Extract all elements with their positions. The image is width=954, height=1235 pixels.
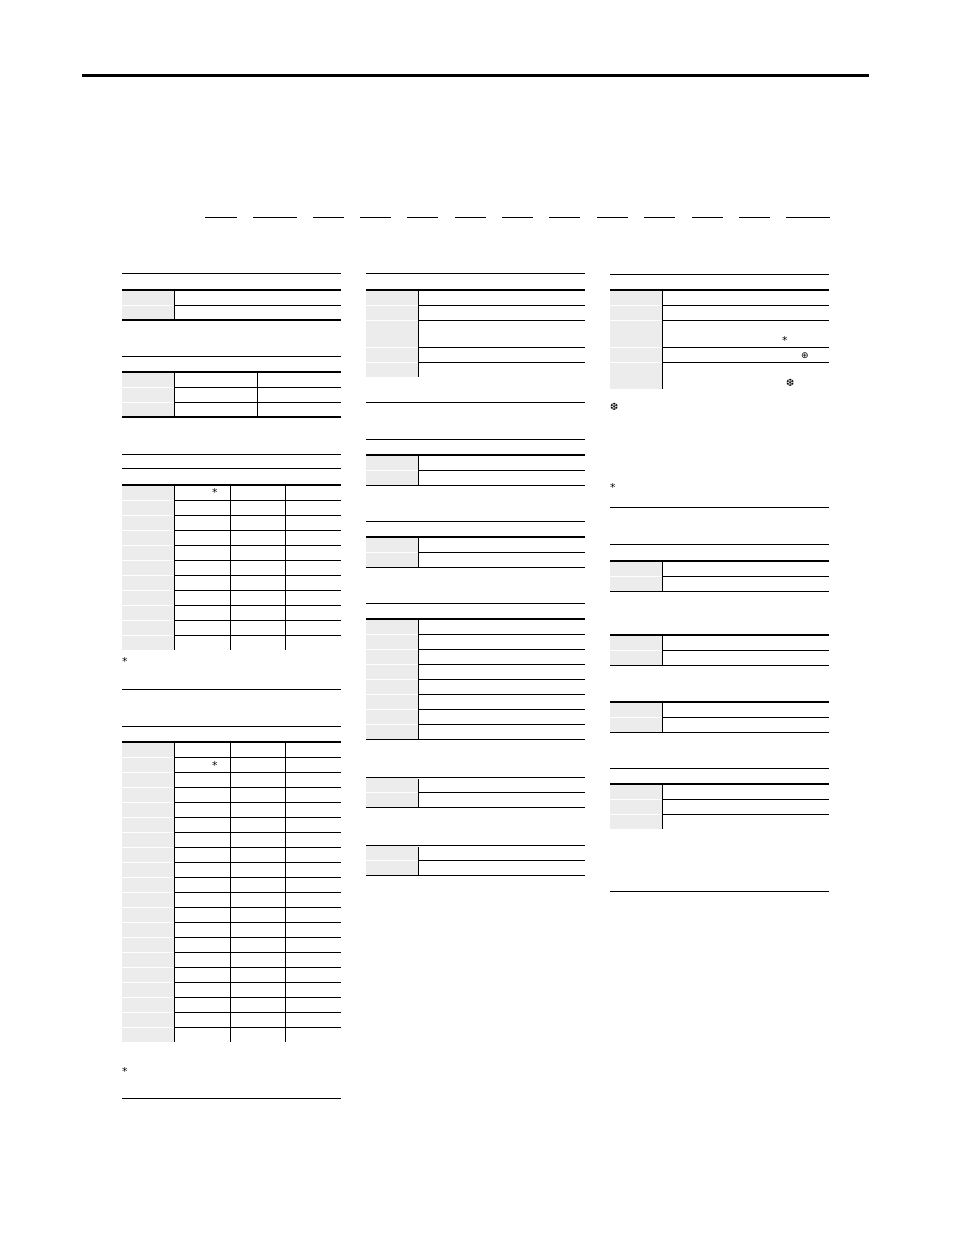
table-row-rule [662,799,829,800]
table-label-cell [122,291,174,305]
table-label-cell [610,785,662,799]
table-label-cell [610,718,662,732]
table-row-rule [662,320,829,321]
table-row-rule [366,875,585,876]
section-rule [122,416,341,417]
section-rule [610,891,829,892]
table-row-rule [366,485,585,486]
asterisk-mark-col3: * [782,334,788,347]
table-label-cell [122,1013,174,1027]
blank-line [739,217,770,218]
table-label-cell [122,833,174,847]
table-label-cell [122,758,174,772]
section-rule [610,507,829,508]
table-row-rule [662,347,829,348]
table-label-cell [366,680,418,694]
blank-line [407,217,438,218]
table-label-cell [366,471,418,485]
table-row-rule [662,650,829,651]
table-row-rule [418,649,585,650]
section-rule [366,603,585,604]
table-col-rule [285,743,286,1042]
table-label-cell [122,516,174,530]
table-row-rule [418,860,585,861]
table-label-cell [122,403,174,417]
table-row-rule [418,552,585,553]
table-label-cell [122,938,174,952]
table-row-rule [174,575,341,576]
table-label-cell [122,863,174,877]
table-row-rule [174,620,341,621]
table-row-rule [662,814,829,815]
table-col-rule [418,291,419,377]
table-label-cell [610,636,662,650]
blank-line [692,217,723,218]
table-row-rule [174,847,341,848]
asterisk-mark-table3: * [212,486,218,499]
table-row-rule [122,417,341,418]
section-rule [366,521,585,522]
table-col-rule [418,847,419,875]
table-row-rule [174,545,341,546]
table-col-rule [174,373,175,417]
table-row-rule [174,772,341,773]
table-row-rule [418,362,585,363]
table-label-cell [610,651,662,665]
blank-line [313,217,344,218]
table-row-rule [418,320,585,321]
table-label-cell [366,306,418,320]
table-label-cell [122,1028,174,1042]
table-label-cell [122,561,174,575]
blank-line [360,217,391,218]
table-label-cell [122,923,174,937]
table-col-rule [662,562,663,591]
section-rule [366,402,585,403]
header-rule [82,74,869,77]
table-row-rule [174,305,341,306]
table-label-cell [366,793,418,807]
table-label-cell [610,321,662,347]
section-rule [366,439,585,440]
table-label-cell [122,803,174,817]
table-row-rule [418,679,585,680]
asterisk-mark-table5: * [212,759,218,772]
table-col-rule [662,636,663,665]
table-label-cell [122,591,174,605]
table-row-rule [662,576,829,577]
table-row-rule [418,470,585,471]
snow-footnote-col3: ❆ [610,402,619,413]
table-label-cell [122,998,174,1012]
table-label-cell [366,665,418,679]
table-col-rule [418,456,419,485]
section-rule [122,273,341,274]
table-row-rule [174,1027,341,1028]
table-label-cell [122,306,174,320]
table-row-rule [418,664,585,665]
table-label-cell [122,848,174,862]
table-label-cell [122,501,174,515]
table-row-rule [174,500,341,501]
table-row-rule [662,362,829,363]
table-label-cell [366,348,418,362]
table-row-rule [418,634,585,635]
section-rule [122,689,341,690]
asterisk-footnote-table5: * [122,1065,128,1078]
table-col-rule [230,743,231,1042]
table-col-rule [418,538,419,567]
table-label-cell [366,363,418,377]
table-label-cell [610,306,662,320]
table-label-cell [122,818,174,832]
table-label-cell [122,388,174,402]
table-label-cell [122,773,174,787]
table-row-rule [174,907,341,908]
table-col-rule [662,703,663,732]
table-row-rule [418,305,585,306]
table-col-rule [662,785,663,829]
table-col-rule [285,486,286,650]
table-label-cell [122,983,174,997]
blank-line [253,217,297,218]
table-label-cell [610,562,662,576]
table-label-cell [366,321,418,347]
table-label-cell [366,861,418,875]
table-row-rule [174,757,341,758]
table-row-rule [610,665,829,666]
section-rule [610,544,829,545]
table-row-rule [366,807,585,808]
table-label-cell [122,893,174,907]
table-label-cell [366,635,418,649]
section-rule [610,768,829,769]
section-rule [122,726,341,727]
table-row-rule [174,997,341,998]
blank-line [786,217,830,218]
section-rule [122,319,341,320]
table-label-cell [610,703,662,717]
table-row-rule [174,530,341,531]
section-rule [122,468,341,469]
table-row-rule [174,892,341,893]
blank-line [597,217,628,218]
table-row-rule [174,877,341,878]
table-label-cell [366,710,418,724]
blank-line [455,217,486,218]
table-col-rule [230,486,231,650]
table-label-cell [366,620,418,634]
table-label-cell [610,800,662,814]
table-row-rule [174,937,341,938]
table-row-rule [174,862,341,863]
table-label-cell [366,650,418,664]
section-rule [122,454,341,455]
section-rule [610,274,829,275]
section-rule [122,1098,341,1099]
table-row-rule [174,802,341,803]
table-row-rule [418,724,585,725]
table-label-cell [122,878,174,892]
asterisk-footnote-table3: * [122,655,128,668]
table-label-cell [610,577,662,591]
table-label-cell [366,846,418,860]
table-row-rule [418,792,585,793]
table-row-rule [610,732,829,733]
table-row-rule [174,922,341,923]
table-col-rule [662,291,663,389]
table-col-rule [174,743,175,1042]
table-label-cell [122,486,174,500]
table-label-cell [366,725,418,739]
table-row-rule [418,709,585,710]
table-label-cell [366,291,418,305]
table-label-cell [122,531,174,545]
table-label-cell [122,636,174,650]
blank-line-row [205,217,830,219]
table-label-cell [610,291,662,305]
table-label-cell [122,546,174,560]
blank-line [205,217,237,218]
snow-mark-col3: ❆ [786,378,795,389]
table-label-cell [366,538,418,552]
table-col-rule [174,486,175,650]
table-label-cell [122,743,174,757]
table-row-rule [174,560,341,561]
section-rule [122,356,341,357]
table-label-cell [122,576,174,590]
table-label-cell [122,621,174,635]
table-row-rule [174,515,341,516]
table-label-cell [366,778,418,792]
table-row-rule [174,982,341,983]
blank-line [549,217,580,218]
table-row-rule [174,832,341,833]
blank-line [502,217,533,218]
table-col-rule [418,779,419,807]
table-label-cell [122,373,174,387]
table-row-rule [174,1012,341,1013]
circle-mark-col3: ⊕ [801,351,809,361]
table-row-rule [662,305,829,306]
table-row-rule [366,567,585,568]
section-rule [366,273,585,274]
table-row-rule [122,320,341,321]
table-row-rule [174,967,341,968]
table-row-rule [174,952,341,953]
table-label-cell [366,695,418,709]
table-row-rule [174,635,341,636]
table-label-cell [610,363,662,389]
table-row-rule [418,347,585,348]
table-label-cell [366,456,418,470]
table-row-rule [174,817,341,818]
table-label-cell [122,606,174,620]
table-label-cell [610,348,662,362]
table-label-cell [610,815,662,829]
table-row-rule [174,787,341,788]
table-row-rule [662,717,829,718]
table-row-rule [418,694,585,695]
table-col-rule [174,291,175,320]
table-label-cell [122,968,174,982]
table-label-cell [122,908,174,922]
table-row-rule [610,591,829,592]
table-label-cell [122,788,174,802]
asterisk-footnote-col3: * [610,481,616,494]
table-label-cell [122,953,174,967]
table-row-rule [174,590,341,591]
table-label-cell [366,553,418,567]
blank-line [644,217,675,218]
table-col-rule [418,620,419,739]
table-row-rule [366,739,585,740]
table-col-rule [257,373,258,417]
table-row-rule [174,605,341,606]
